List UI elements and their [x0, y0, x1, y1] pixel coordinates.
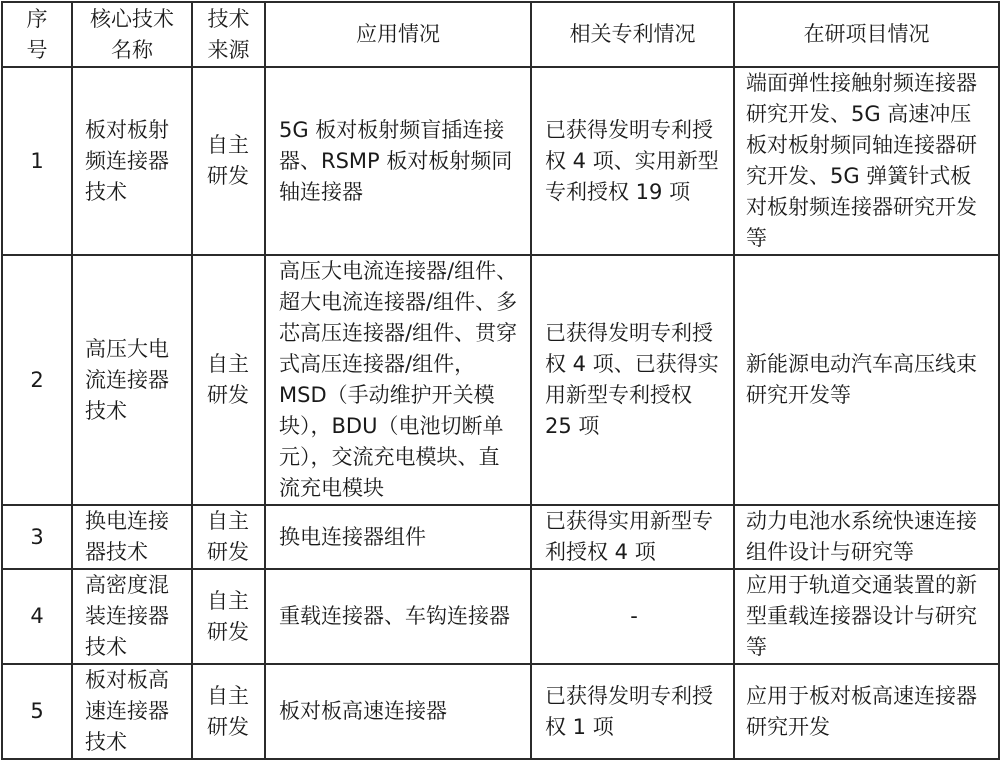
row-source: 自主研发: [192, 569, 265, 664]
row-no: 4: [2, 569, 72, 664]
row-project: 应用于轨道交通装置的新型重载连接器设计与研究等: [734, 569, 999, 664]
row-patent: 已获得发明专利授权 4 项、实用新型专利授权 19 项: [531, 67, 734, 255]
table-header: [2, 2, 999, 67]
table-row: [2, 569, 999, 664]
header-no: 序号: [2, 2, 72, 67]
row-application: 重载连接器、车钩连接器: [265, 569, 531, 664]
row-tech: 高密度混装连接器技术: [72, 569, 192, 664]
table-row: [2, 664, 999, 759]
row-patent: 已获得发明专利授权 4 项、已获得实用新型专利授权 25 项: [531, 255, 734, 505]
header-row: [2, 2, 999, 67]
row-project: 应用于板对板高速连接器研究开发: [734, 664, 999, 759]
header-source: 技术来源: [192, 2, 265, 67]
row-no: 3: [2, 505, 72, 569]
row-patent: -: [531, 569, 734, 664]
row-source: 自主研发: [192, 664, 265, 759]
header-project: 在研项目情况: [734, 2, 999, 67]
row-application: 换电连接器组件: [265, 505, 531, 569]
row-project: 新能源电动汽车高压线束研究开发等: [734, 255, 999, 505]
table-body: [2, 67, 999, 759]
row-no: 5: [2, 664, 72, 759]
table-row: [2, 505, 999, 569]
table-row: [2, 255, 999, 505]
row-source: 自主研发: [192, 505, 265, 569]
row-application: 高压大电流连接器/组件、超大电流连接器/组件、多芯高压连接器/组件、贯穿式高压连接器/组件，MSD（手动维护开关模块），BDU（电池切断单元），交流充电模块、直流充电模块: [265, 255, 531, 505]
row-source: 自主研发: [192, 67, 265, 255]
row-application: 板对板高速连接器: [265, 664, 531, 759]
row-patent: 已获得发明专利授权 1 项: [531, 664, 734, 759]
core-technology-table: [1, 1, 1000, 760]
row-source: 自主研发: [192, 255, 265, 505]
header-tech: 核心技术名称: [72, 2, 192, 67]
row-project: 动力电池水系统快速连接组件设计与研究等: [734, 505, 999, 569]
row-patent: 已获得实用新型专利授权 4 项: [531, 505, 734, 569]
row-tech: 板对板射频连接器技术: [72, 67, 192, 255]
row-project: 端面弹性接触射频连接器研究开发、5G 高速冲压板对板射频同轴连接器研究开发、5G 弹簧针式板对板射频连接器研究开发等: [734, 67, 999, 255]
row-tech: 板对板高速连接器技术: [72, 664, 192, 759]
row-no: 2: [2, 255, 72, 505]
header-patent: 相关专利情况: [531, 2, 734, 67]
header-application: 应用情况: [265, 2, 531, 67]
row-tech: 换电连接器技术: [72, 505, 192, 569]
row-application: 5G 板对板射频盲插连接器、RSMP 板对板射频同轴连接器: [265, 67, 531, 255]
row-no: 1: [2, 67, 72, 255]
table-row: [2, 67, 999, 255]
row-tech: 高压大电流连接器技术: [72, 255, 192, 505]
